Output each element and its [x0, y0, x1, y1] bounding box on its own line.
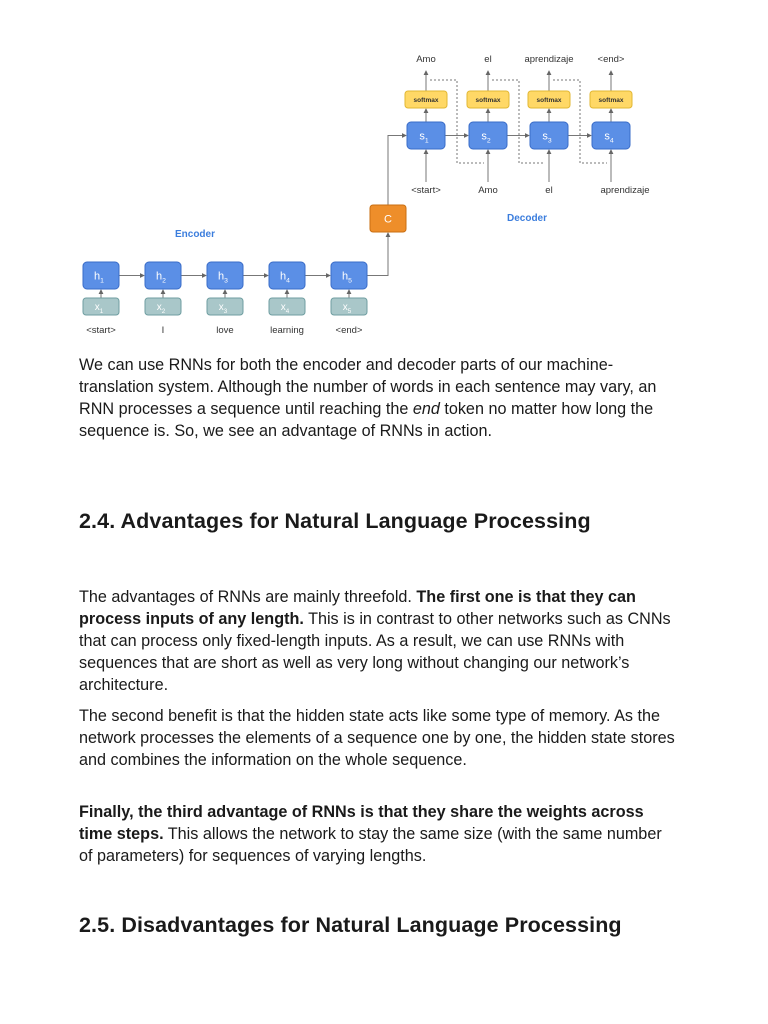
paragraph-text: The advantages of RNNs are mainly threefold. [79, 588, 417, 606]
input-word: <start> [86, 325, 116, 336]
output-word: aprendizaje [524, 54, 574, 65]
input-word: <end> [335, 325, 363, 336]
paragraph-hidden-state-memory: The second benefit is that the hidden state acts like some type of memory. As the network processes the elements of a sequence one by one, the hidden state stores and combines the information on the whole sequence. [79, 707, 675, 769]
decoder-state-label: $s_4$ [604, 130, 614, 145]
decoder-state-label: $s_1$ [419, 130, 429, 145]
paragraph-text: This is in contrast to other networks such as CNNs that can process only fixed-length inputs. As a result, we can use RNNs with sequences that are short as well as very long without changing our network’s architecture. [79, 610, 671, 694]
encoder-label: Encoder [174, 229, 216, 240]
first-advantage-bold: The first one is that they can process inputs of any length. [79, 588, 636, 628]
hidden-state-label: $h_4$ [280, 270, 290, 285]
hidden-state-node [145, 262, 181, 289]
paragraph-text: This allows the network to stay the same size (with the same number of parameters) for sequences of varying lengths. [79, 825, 662, 865]
encoder-to-context-arrow [367, 233, 388, 276]
decoder-state-label: $s_3$ [542, 130, 552, 145]
output-word: Amo [416, 54, 436, 65]
softmax-label: softmax [598, 97, 624, 104]
hidden-state-node [331, 262, 367, 289]
output-word: <end> [597, 54, 625, 65]
output-word: el [484, 54, 492, 65]
paragraph-text: token no matter how long the sequence is. So, we see an advantage of RNNs in action. [79, 400, 654, 440]
context-to-decoder-arrow [388, 136, 406, 206]
hidden-state-node [83, 262, 119, 289]
decoder-input-word: Amo [478, 185, 498, 196]
decoder-state-node [407, 122, 445, 149]
context-vector-label: C [384, 213, 392, 226]
hidden-state-label: $h_3$ [218, 270, 228, 285]
end-token-emphasis: end [412, 400, 440, 418]
decoder-label: Decoder [506, 213, 548, 224]
decoder-input-word: el [545, 185, 553, 196]
hidden-state-node [269, 262, 305, 289]
hidden-state-node [207, 262, 243, 289]
decoder-state-label: $s_2$ [481, 130, 491, 145]
input-label: $x_2$ [156, 302, 166, 315]
hidden-state-label: $h_5$ [342, 270, 352, 285]
input-label: $x_4$ [280, 302, 290, 315]
decoder-state-node [469, 122, 507, 149]
input-word: learning [270, 325, 304, 336]
hidden-state-label: $h_2$ [156, 270, 166, 285]
softmax-label: softmax [413, 97, 439, 104]
paragraph-text: We can use RNNs for both the encoder and decoder parts of our machine-translation system. Although the number of words in each sentence may vary, an RNN processes a sequence until reaching the [79, 356, 657, 418]
paragraph-rnn-encoder-decoder [79, 354, 679, 442]
softmax-label: softmax [536, 97, 562, 104]
input-label: $x_5$ [342, 302, 352, 315]
input-label: $x_1$ [94, 302, 104, 315]
paragraph-advantages-intro [79, 586, 679, 696]
input-word: I [161, 325, 165, 336]
third-advantage-bold: Finally, the third advantage of RNNs is that they share the weights across time steps. [79, 803, 644, 843]
softmax-label: softmax [475, 97, 501, 104]
decoder-state-node [592, 122, 630, 149]
decoder-input-word: aprendizaje [600, 185, 650, 196]
section-heading-advantages: 2.4. Advantages for Natural Language Processing [79, 509, 591, 533]
paragraph-shared-weights [79, 801, 679, 867]
decoder-input-word: <start> [411, 185, 441, 196]
hidden-state-label: $h_1$ [94, 270, 104, 285]
input-word: love [216, 325, 234, 336]
encoder-decoder-diagram [0, 0, 768, 345]
decoder-state-node [530, 122, 568, 149]
input-label: $x_3$ [218, 302, 228, 315]
section-heading-disadvantages: 2.5. Disadvantages for Natural Language Processing [79, 913, 622, 937]
